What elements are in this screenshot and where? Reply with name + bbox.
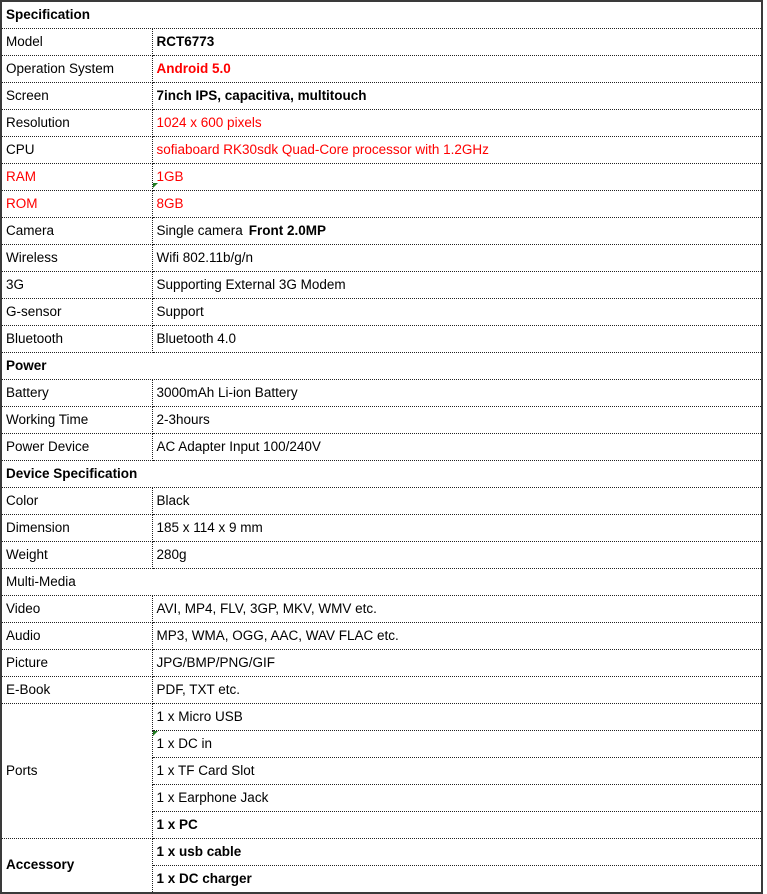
row-value-ports-3: 1 x Earphone Jack <box>152 785 761 812</box>
subsection-header-row <box>2 569 761 596</box>
row-value-ebook: PDF, TXT etc. <box>152 677 761 704</box>
row-label-color: Color <box>2 488 152 515</box>
table-row <box>2 191 761 218</box>
row-value-rom: 8GB <box>152 191 761 218</box>
row-label-rom: ROM <box>2 191 152 218</box>
row-label-video: Video <box>2 596 152 623</box>
table-row <box>2 380 761 407</box>
camera-value-tail: Front 2.0MP <box>248 222 327 238</box>
row-value-battery: 3000mAh Li-ion Battery <box>152 380 761 407</box>
row-value-ports-0: 1 x Micro USB <box>152 704 761 731</box>
table-row <box>2 326 761 353</box>
row-label-screen: Screen <box>2 83 152 110</box>
row-label-dimension: Dimension <box>2 515 152 542</box>
row-value-operation-system: Android 5.0 <box>152 56 761 83</box>
row-label-audio: Audio <box>2 623 152 650</box>
row-value-resolution: 1024 x 600 pixels <box>152 110 761 137</box>
row-value-bluetooth: Bluetooth 4.0 <box>152 326 761 353</box>
table-row <box>2 164 761 191</box>
table-row <box>2 596 761 623</box>
row-label-model: Model <box>2 29 152 56</box>
row-value-g-sensor: Support <box>152 299 761 326</box>
row-value-accessory-0: 1 x PC <box>152 812 761 839</box>
table-row <box>2 542 761 569</box>
row-label-bluetooth: Bluetooth <box>2 326 152 353</box>
section-header-row <box>2 461 761 488</box>
row-value-working-time: 2-3hours <box>152 407 761 434</box>
row-value-ports-2: 1 x TF Card Slot <box>152 758 761 785</box>
table-row <box>2 677 761 704</box>
table-row <box>2 434 761 461</box>
row-value-audio: MP3, WMA, OGG, AAC, WAV FLAC etc. <box>152 623 761 650</box>
row-value-3g: Supporting External 3G Modem <box>152 272 761 299</box>
row-value-video: AVI, MP4, FLV, 3GP, MKV, WMV etc. <box>152 596 761 623</box>
row-value-picture: JPG/BMP/PNG/GIF <box>152 650 761 677</box>
table-row <box>2 407 761 434</box>
table-row <box>2 83 761 110</box>
row-label-multi-media: Multi-Media <box>2 569 761 596</box>
row-value-weight: 280g <box>152 542 761 569</box>
row-value-model: RCT6773 <box>152 29 761 56</box>
row-label-working-time: Working Time <box>2 407 152 434</box>
row-value-power-device: AC Adapter Input 100/240V <box>152 434 761 461</box>
table-row <box>2 29 761 56</box>
row-value-cpu: sofiaboard RK30sdk Quad-Core processor with 1.2GHz <box>152 137 761 164</box>
row-label-g-sensor: G-sensor <box>2 299 152 326</box>
camera-value-lead: Single camera <box>156 222 243 238</box>
row-label-accessory: Accessory <box>2 839 152 894</box>
table-row <box>2 623 761 650</box>
row-label-power-device: Power Device <box>2 434 152 461</box>
row-value-camera <box>152 218 761 245</box>
table-row <box>2 245 761 272</box>
section-title-power: Power <box>2 353 761 380</box>
row-label-battery: Battery <box>2 380 152 407</box>
table-row <box>2 299 761 326</box>
table-row <box>2 704 761 731</box>
row-value-wireless: Wifi 802.11b/g/n <box>152 245 761 272</box>
row-label-3g: 3G <box>2 272 152 299</box>
table-row <box>2 218 761 245</box>
section-title-specification: Specification <box>2 2 761 29</box>
row-label-ram: RAM <box>2 164 152 191</box>
row-value-accessory-1: 1 x usb cable <box>152 839 761 866</box>
row-value-color: Black <box>152 488 761 515</box>
row-value-screen: 7inch IPS, capacitiva, multitouch <box>152 83 761 110</box>
row-value-dimension: 185 x 114 x 9 mm <box>152 515 761 542</box>
section-header-row <box>2 353 761 380</box>
specification-table <box>2 2 761 894</box>
table-row <box>2 56 761 83</box>
row-value-ports-1: 1 x DC in <box>152 731 761 758</box>
row-label-wireless: Wireless <box>2 245 152 272</box>
row-label-ebook: E-Book <box>2 677 152 704</box>
table-row <box>2 488 761 515</box>
table-row <box>2 650 761 677</box>
table-row <box>2 110 761 137</box>
row-label-camera: Camera <box>2 218 152 245</box>
table-row <box>2 515 761 542</box>
row-label-operation-system: Operation System <box>2 56 152 83</box>
row-value-ram: 1GB <box>152 164 761 191</box>
table-row <box>2 839 761 866</box>
row-label-weight: Weight <box>2 542 152 569</box>
row-value-accessory-2: 1 x DC charger <box>152 866 761 894</box>
row-label-picture: Picture <box>2 650 152 677</box>
row-label-cpu: CPU <box>2 137 152 164</box>
table-row <box>2 137 761 164</box>
section-header-row <box>2 2 761 29</box>
row-label-ports: Ports <box>2 704 152 839</box>
table-row <box>2 272 761 299</box>
section-title-device-specification: Device Specification <box>2 461 761 488</box>
row-label-resolution: Resolution <box>2 110 152 137</box>
